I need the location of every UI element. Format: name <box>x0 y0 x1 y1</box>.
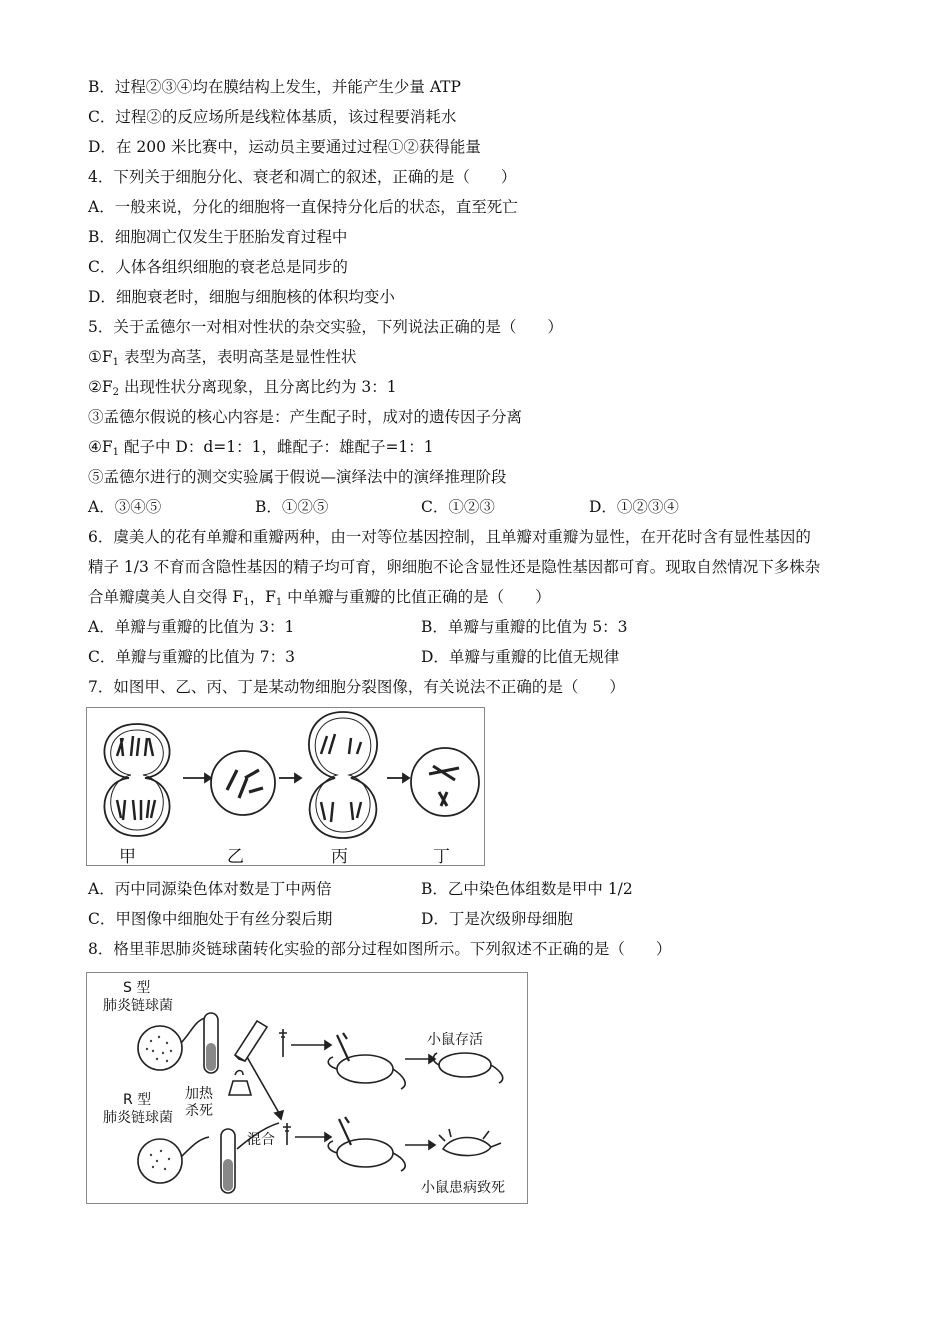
r-type-label-2: 肺炎链球菌 <box>103 1110 173 1126</box>
r-type-label-1: R 型 <box>123 1092 152 1108</box>
q5-statement-1: $①F_1$ 表型为高茎，表明高茎是显性性状 <box>88 348 357 368</box>
q4-option-a: A．一般来说，分化的细胞将一直保持分化后的状态，直至死亡 <box>88 198 518 216</box>
mouse-dead-label: 小鼠患病致死 <box>421 1180 505 1196</box>
mouse-alive <box>439 1053 491 1077</box>
q7-stem: 7．如图甲、乙、丙、丁是某动物细胞分裂图像，有关说法不正确的是（ ） <box>88 678 625 696</box>
mix-label: 混合 <box>247 1132 275 1148</box>
griffith-experiment-figure <box>86 972 528 1204</box>
q5-statement-4: $④F_1$ 配子中 D：d=1：1，雌配子：雄配子=1：1 <box>88 438 434 458</box>
q4-option-d: D．细胞衰老时，细胞与细胞核的体积均变小 <box>88 288 395 306</box>
s-type-label-1: S 型 <box>123 980 151 996</box>
q6-stem-line-3: 合单瓣虞美人自交得 $F_1$，$F_1$ 中单瓣与重瓣的比值正确的是（ ） <box>88 588 551 608</box>
label-yi: 乙 <box>227 847 244 867</box>
s-type-dish <box>138 1026 182 1070</box>
q4-option-b: B．细胞凋亡仅发生于胚胎发育过程中 <box>88 228 348 246</box>
q8-stem: 8．格里菲思肺炎链球菌转化实验的部分过程如图所示。下列叙述不正确的是（ ） <box>88 940 672 958</box>
burner-icon <box>229 1081 251 1095</box>
q5-statement-3: ③孟德尔假说的核心内容是：产生配子时，成对的遗传因子分离 <box>88 408 523 426</box>
cell-division-figure <box>86 707 485 866</box>
mouse-injected-bottom <box>337 1139 393 1167</box>
mouse-alive-label: 小鼠存活 <box>427 1032 483 1048</box>
label-bing: 丙 <box>331 847 348 867</box>
q7-option-d: D．丁是次级卵母细胞 <box>421 910 573 928</box>
q5-statement-5: ⑤孟德尔进行的测交实验属于假说—演绎法中的演绎推理阶段 <box>88 468 507 486</box>
q6-stem-line-1: 6．虞美人的花有单瓣和重瓣两种，由一对等位基因控制，且单瓣对重瓣为显性，在开花时含有显性基因的 <box>88 528 811 546</box>
q7-option-a: A．丙中同源染色体对数是丁中两倍 <box>88 880 332 898</box>
q5-option-a: A．③④⑤ <box>88 498 162 516</box>
label-ding: 丁 <box>433 847 450 867</box>
q3-option-c: C．过程②的反应场所是线粒体基质，该过程要消耗水 <box>88 108 457 126</box>
q4-stem: 4．下列关于细胞分化、衰老和凋亡的叙述，正确的是（ ） <box>88 168 517 186</box>
q7-option-b: B．乙中染色体组数是甲中 1/2 <box>421 880 633 898</box>
cell-yi <box>211 751 275 815</box>
q5-option-c: C．①②③ <box>421 498 495 516</box>
q3-option-d: D．在 200 米比赛中，运动员主要通过过程①②获得能量 <box>88 138 481 156</box>
q6-stem-line-2: 精子 1/3 不育而含隐性基因的精子均可育，卵细胞不论含显性还是隐性基因都可育。现取自然情况下多株杂 <box>88 558 821 576</box>
mouse-injected-top <box>337 1055 393 1083</box>
q5-option-d: D．①②③④ <box>589 498 679 516</box>
q5-stem: 5．关于孟德尔一对相对性状的杂交实验，下列说法正确的是（ ） <box>88 318 563 336</box>
heat-label-2: 杀死 <box>185 1103 213 1119</box>
cell-ding <box>411 748 479 816</box>
q5-option-b: B．①②⑤ <box>255 498 329 516</box>
heat-label-1: 加热 <box>185 1086 213 1102</box>
q4-option-c: C．人体各组织细胞的衰老总是同步的 <box>88 258 348 276</box>
r-type-dish <box>138 1139 182 1183</box>
q6-option-c: C．单瓣与重瓣的比值为 7：3 <box>88 648 296 666</box>
cell-division-diagram <box>87 708 484 865</box>
q3-option-b: B．过程②③④均在膜结构上发生，并能产生少量 ATP <box>88 78 461 96</box>
q7-option-c: C．甲图像中细胞处于有丝分裂后期 <box>88 910 333 928</box>
heated-tube <box>235 1021 267 1061</box>
s-type-label-2: 肺炎链球菌 <box>103 998 173 1014</box>
syringe-icon <box>279 1029 287 1057</box>
q5-statement-2: $②F_2$ 出现性状分离现象，且分离比约为 3：1 <box>88 378 397 398</box>
q6-option-a: A．单瓣与重瓣的比值为 3：1 <box>88 618 295 636</box>
label-jia: 甲 <box>119 847 136 867</box>
q6-option-b: B．单瓣与重瓣的比值为 5：3 <box>421 618 628 636</box>
q6-option-d: D．单瓣与重瓣的比值无规律 <box>421 648 620 666</box>
mouse-dead <box>443 1138 491 1156</box>
